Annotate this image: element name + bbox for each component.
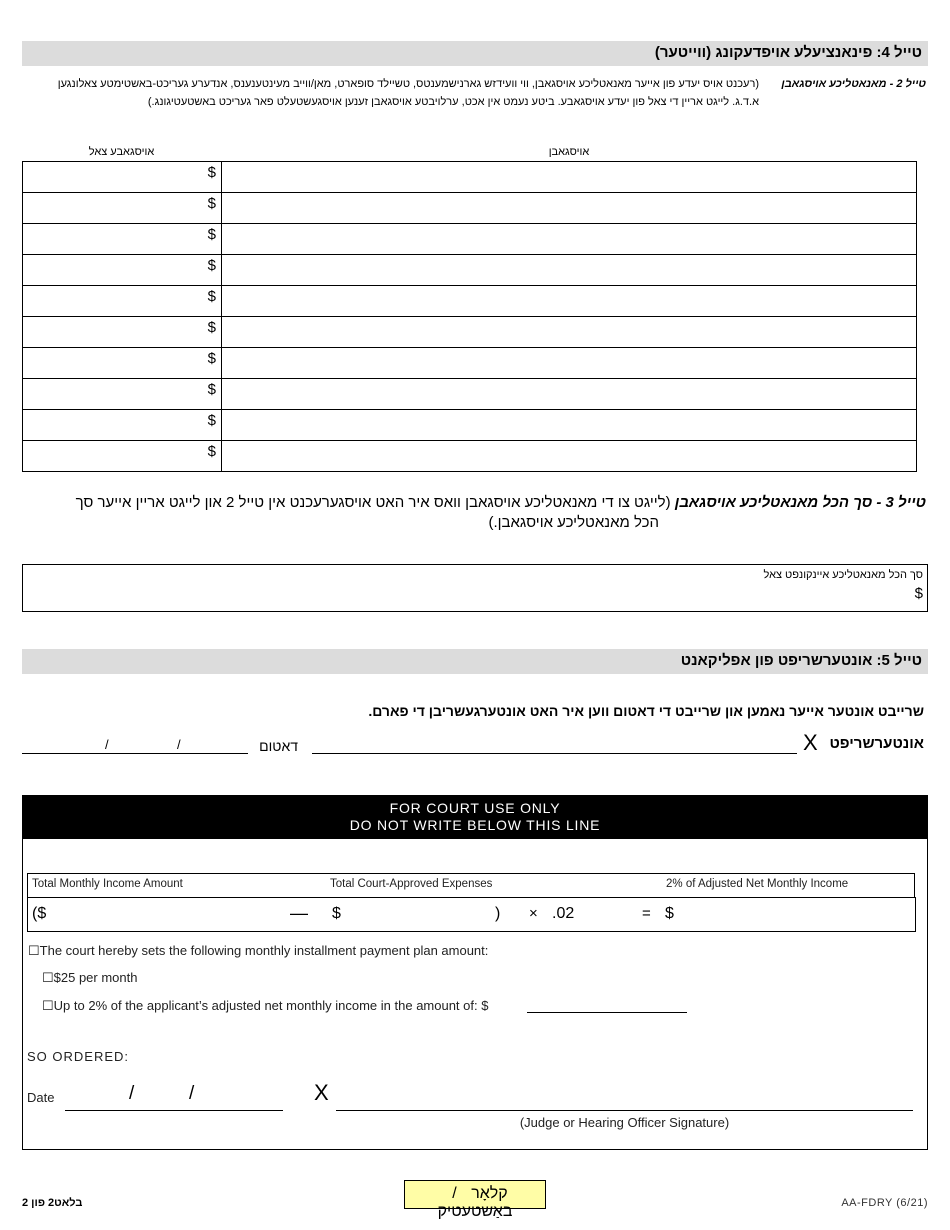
col-expenses-label: Total Court-Approved Expenses	[330, 878, 493, 890]
expense-field[interactable]	[222, 224, 917, 255]
option-2-percent-checkbox[interactable]: ☐Up to 2% of the applicant’s adjusted net monthly income in the amount of: $	[42, 998, 489, 1013]
date-label: דאטום	[259, 738, 298, 754]
formula-close: )	[495, 905, 501, 922]
col-income-label: Total Monthly Income Amount	[32, 878, 183, 890]
amount-field[interactable]: $	[23, 441, 222, 472]
court-date-separator: /	[129, 1083, 135, 1104]
court-header-line1: FOR COURT USE ONLY	[389, 800, 561, 816]
page-number: בלאט2 פון 2	[22, 1197, 83, 1209]
total-expenses-field[interactable]	[22, 564, 928, 612]
judge-signature-label: (Judge or Hearing Officer Signature)	[519, 1115, 730, 1130]
part5-instruction: שרייבט אונטער אייער נאמען און שרייבט די דאטום ווען איר האט אונטערגעשריבן די פארם.	[368, 703, 924, 719]
expense-field[interactable]	[222, 255, 917, 286]
calc-header-row	[27, 873, 915, 897]
table-row	[23, 162, 917, 193]
part2-instructions-line2: א.ד.ג. לייגט אריין די צאל פון יעדע אויסגאבע. ביטע נעמט אין אכט, ערלויבטע אויסגאבן זענען אויסגעשטעלט פאר געריכט באשטעטיגונג.)	[147, 96, 759, 108]
part3-label: טייל 3 - סך הכל מאנאטליכע אויסגאבן	[674, 494, 926, 511]
amount-field[interactable]: $	[23, 255, 222, 286]
table-row	[23, 441, 917, 472]
formula-times: ×	[529, 905, 538, 922]
court-use-header	[22, 795, 928, 839]
amount-field[interactable]: $	[23, 348, 222, 379]
expense-field[interactable]	[222, 162, 917, 193]
court-date-line[interactable]	[65, 1110, 283, 1111]
date-separator: /	[177, 737, 181, 752]
table-row	[23, 379, 917, 410]
date-separator: /	[105, 737, 109, 752]
part3-line1	[22, 494, 926, 511]
total-expenses-label: סך הכל מאנאטליכע איינקונפט צאל	[763, 569, 923, 581]
signature-label: אונטערשריפט	[829, 735, 924, 752]
formula-open: ($	[32, 905, 47, 922]
formula-dollar3: $	[665, 905, 674, 922]
amount-field[interactable]: $	[23, 410, 222, 441]
amount-field[interactable]: $	[23, 224, 222, 255]
judge-signature-x: X	[314, 1080, 329, 1105]
applicant-date-line[interactable]	[22, 753, 248, 754]
expense-field[interactable]	[222, 317, 917, 348]
part4-title: טייל 4: פינאנציעלע אויפדעקונג (ווייטער)	[22, 41, 928, 66]
judge-signature-line[interactable]	[336, 1110, 913, 1111]
table-row	[23, 224, 917, 255]
formula-minus: —	[290, 903, 308, 923]
expense-field[interactable]	[222, 348, 917, 379]
amount-field[interactable]: $	[23, 286, 222, 317]
expense-field[interactable]	[222, 410, 917, 441]
expense-table	[22, 161, 917, 472]
applicant-signature-line[interactable]	[312, 753, 797, 754]
table-row	[23, 348, 917, 379]
part3-text-line2: הכל מאנאטליכע אויסגאבן.)	[488, 514, 659, 531]
so-ordered: SO ORDERED:	[27, 1049, 130, 1064]
table-row	[23, 255, 917, 286]
part5-title: טייל 5: אונטערשריפט פון אפליקאנט	[22, 649, 928, 674]
expense-field[interactable]	[222, 441, 917, 472]
expense-field[interactable]	[222, 286, 917, 317]
expense-field[interactable]	[222, 379, 917, 410]
table-row	[23, 317, 917, 348]
yiddish-check-clear-toggle[interactable]	[404, 1180, 546, 1220]
table-row	[23, 410, 917, 441]
amount-field[interactable]: $	[23, 379, 222, 410]
calc-formula-row	[27, 897, 916, 932]
formula-rate: .02	[552, 905, 575, 922]
amount-field[interactable]: $	[23, 193, 222, 224]
col-adjusted-label: 2% of Adjusted Net Monthly Income	[666, 878, 849, 890]
column-header-amount: אויסגאבע צאל	[88, 146, 155, 158]
court-date-label: Date	[27, 1090, 55, 1105]
toggle-separator: /	[452, 1185, 457, 1202]
amount-field[interactable]: $	[23, 162, 222, 193]
total-currency: $	[914, 585, 923, 602]
formula-dollar2: $	[332, 905, 341, 922]
two-percent-amount-line[interactable]	[527, 1012, 687, 1013]
part2-label: טייל 2 - מאנאטליכע אויסגאבן	[781, 78, 926, 90]
option-25-checkbox[interactable]: ☐$25 per month	[42, 970, 138, 985]
column-header-expense: אויסגאבן	[548, 146, 590, 158]
part2-instructions-line1: (רעכנט אויס יעדע פון אייער מאנאטליכע אויסגאבן, ווי וועידזש גארנישמענטס, טשיילד סופארט, מאן/ווייב מעינטענענס, אנדערע געריכט-באשטימטע צאלונגען	[57, 78, 759, 90]
signature-x: X	[803, 730, 818, 755]
income-calculation	[27, 873, 916, 933]
amount-field[interactable]: $	[23, 317, 222, 348]
part3-text-line1: (לייגט צו די מאנאטליכע אויסגאבן וואס איר האט אויסגערעכנט אין טייל 2 און לייגט אריין אייער סך	[75, 494, 671, 511]
formula-equals: =	[642, 905, 651, 922]
form-id: AA-FDRY (6/21)	[841, 1197, 928, 1209]
installment-plan-checkbox[interactable]: ☐The court hereby sets the following monthly installment payment plan amount:	[28, 943, 489, 958]
toggle-left-label[interactable]: באַשטעטיק	[437, 1203, 513, 1220]
table-row	[23, 286, 917, 317]
court-header-line2: DO NOT WRITE BELOW THIS LINE	[349, 817, 601, 833]
toggle-right-label[interactable]: קלאָר	[471, 1185, 508, 1202]
court-date-separator: /	[189, 1083, 195, 1104]
expense-field[interactable]	[222, 193, 917, 224]
table-row	[23, 193, 917, 224]
